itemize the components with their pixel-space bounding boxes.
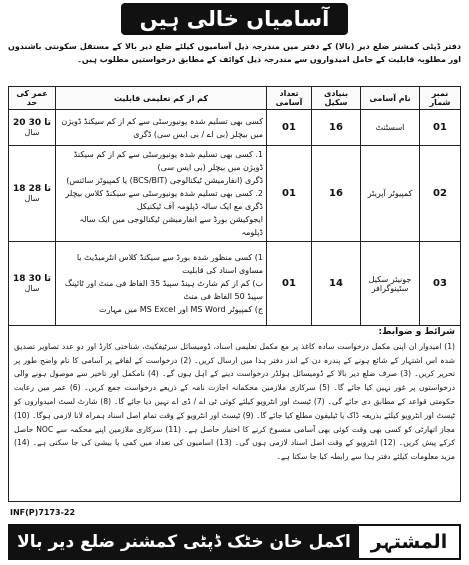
qualification-line: ایجوکیشن بورڈ سے انفارمیشن ٹیکنالوجی میں ایک سالہ ڈپلومہ: [79, 215, 263, 237]
reference-number: INF(P)7173-22: [10, 508, 76, 517]
row-age: [9, 110, 56, 146]
row-count: 01: [267, 146, 312, 242]
age-range: 20 تا 30: [12, 118, 52, 128]
qualification-line: ج) کمپیوٹر MS Word اور MS Excel میں مہارت: [99, 305, 263, 314]
qualification-line: کسی بھی تسلیم شدہ یونیورسٹی سے کم از کم سیکنڈ ڈویژن میں بیچلر (بی اے / بی ایس سی) ڈگری: [61, 116, 263, 139]
row-scale: 16: [312, 110, 361, 146]
age-range: 18 تا 30: [12, 274, 52, 284]
table-row: [9, 110, 461, 146]
age-unit: سال: [24, 194, 40, 203]
row-count: 01: [267, 242, 312, 326]
advertiser-name: اکمل خان خٹک ڈپٹی کمشنر ضلع دیر بالا: [10, 526, 358, 558]
header-serial: نمبر شمار: [420, 87, 461, 110]
header-age: عمر کی حد: [9, 87, 56, 110]
terms-text: (1) امیدوار ان اپنی مکمل درخواست سادہ کاغذ پر مع مکمل تعلیمی اسناد، ڈومیسائل سرٹیفکیٹ، شناختی کارڈ اور دو عدد تصاویر تصدیق شدہ اس اشتہار کے شائع ہونے کے پندرہ دن کے اندر دفتر ہذا میں ارسال کریں۔ (2) درخواست کے لفافے پر آسامی کا نام واضح طور پر تحریر کریں۔ (3) صرف ضلع دیر بالا کے ڈومیسائل ہولڈر درخواست دینے کے اہل ہوں گے۔ (4) نامکمل اور تاخیر سے موصول ہونے والی درخواستوں پر غور نہیں کیا جائے گا۔ (5) سرکاری ملازمین محکمانہ اجازت نامہ کے ذریعے درخواست جمع کریں۔ (6) عمر میں رعایت حکومتی قواعد کے مطابق دی جائے گی۔ (7) ٹیسٹ اور انٹرویو کیلئے کوئی ٹی اے / ڈی اے نہیں دیا جائے گا۔ (8) شارٹ لسٹ امیدواروں کو ٹیسٹ اور انٹرویو کیلئے بذریعہ ڈاک یا ٹیلیفون مطلع کیا جائے گا۔ (9) ٹیسٹ اور انٹرویو کے وقت تمام اصل اسناد ہمراہ لانا لازمی ہوگا۔ (10) مجاز اتھارٹی کو کسی بھی وقت کوئی بھی آسامی منسوخ کرنے کا اختیار حاصل ہے۔ (11) سرکاری ملازمین اپنے محکمہ سے NOC حاصل کرکے پیش کریں۔ (12) انٹرویو کے وقت اصل اسناد لازمی ہوں گی۔ (13) اسامیوں کی تعداد میں کمی یا بیشی کی جا سکتی ہے۔ (14) مزید معلومات کیلئے دفتر ہذا سے رابطہ کیا جا سکتا ہے۔: [14, 341, 456, 462]
row-scale: 16: [312, 146, 361, 242]
header-scale: بنیادی سکیل: [312, 87, 361, 110]
header-post: نام آسامی: [361, 87, 420, 110]
qualification-line: 1. کسی بھی تسلیم شدہ یونیورسٹی سے کم از کم سیکنڈ ڈویژن میں بیچلر (بی ایس سی): [73, 150, 263, 172]
row-serial: 02: [420, 146, 461, 242]
row-count: 01: [267, 110, 312, 146]
row-post: جونیئر سکیل سٹینوگرافر: [361, 242, 420, 326]
age-unit: سال: [24, 284, 40, 293]
row-qualification: [56, 110, 267, 146]
table-header-row: [9, 87, 461, 110]
row-age: [9, 242, 56, 326]
qualification-line: 2. کسی بھی تسلیم شدہ یونیورسٹی سے سیکنڈ کلاس بیچلر ڈگری مع ایک سالہ ڈپلومہ آف ٹیکنیکل: [65, 189, 263, 211]
table-row: [9, 146, 461, 242]
advertiser-footer: [8, 524, 461, 560]
header-count: تعداد آسامی: [267, 87, 312, 110]
header-qualification: کم از کم تعلیمی قابلیت: [56, 87, 267, 110]
qualification-line: 1) کسی منظور شدہ بورڈ سے سیکنڈ کلاس انٹرمیڈیٹ یا مساوی اسناد کی قابلیت: [76, 253, 263, 275]
row-scale: 14: [312, 242, 361, 326]
vacancy-banner: [121, 3, 348, 35]
advertiser-label: المشتہر: [358, 526, 459, 558]
row-serial: 03: [420, 242, 461, 326]
terms-heading: شرائط و ضوابط:: [378, 327, 455, 337]
intro-paragraph: دفتر ڈپٹی کمشنر ضلع دیر (بالا) کے دفتر میں مندرجہ ذیل آسامیوں کیلئے ضلع دیر بالا کے مستقل سکونتی باشندوں اور مطلوبہ قابلیت کے حامل امیدواروں سے مندرجہ ذیل کوائف کے مطابق درخواستیں مطلوب ہیں۔: [8, 42, 461, 64]
qualification-line: ڈگری (انفارمیشن ٹیکنالوجی (BCS/BIT) یا کمپیوٹر سائنس): [66, 176, 263, 185]
row-post: اسسٹنٹ: [361, 110, 420, 146]
qualification-line: ب) کم از کم شارٹ ہینڈ سپیڈ 35 الفاظ فی منٹ اور ٹائپنگ سپیڈ 50 الفاظ فی منٹ: [64, 279, 263, 301]
row-age: [9, 146, 56, 242]
row-qualification: [56, 146, 267, 242]
terms-section: [8, 325, 461, 502]
row-post: کمپیوٹر آپریٹر: [361, 146, 420, 242]
row-serial: 01: [420, 110, 461, 146]
banner-title: آسامیاں خالی ہیں: [139, 7, 330, 31]
table-row: [9, 242, 461, 326]
age-range: 18 تا 28: [12, 184, 52, 194]
row-qualification: [56, 242, 267, 326]
vacancy-table: [8, 86, 461, 326]
age-unit: سال: [24, 128, 40, 137]
